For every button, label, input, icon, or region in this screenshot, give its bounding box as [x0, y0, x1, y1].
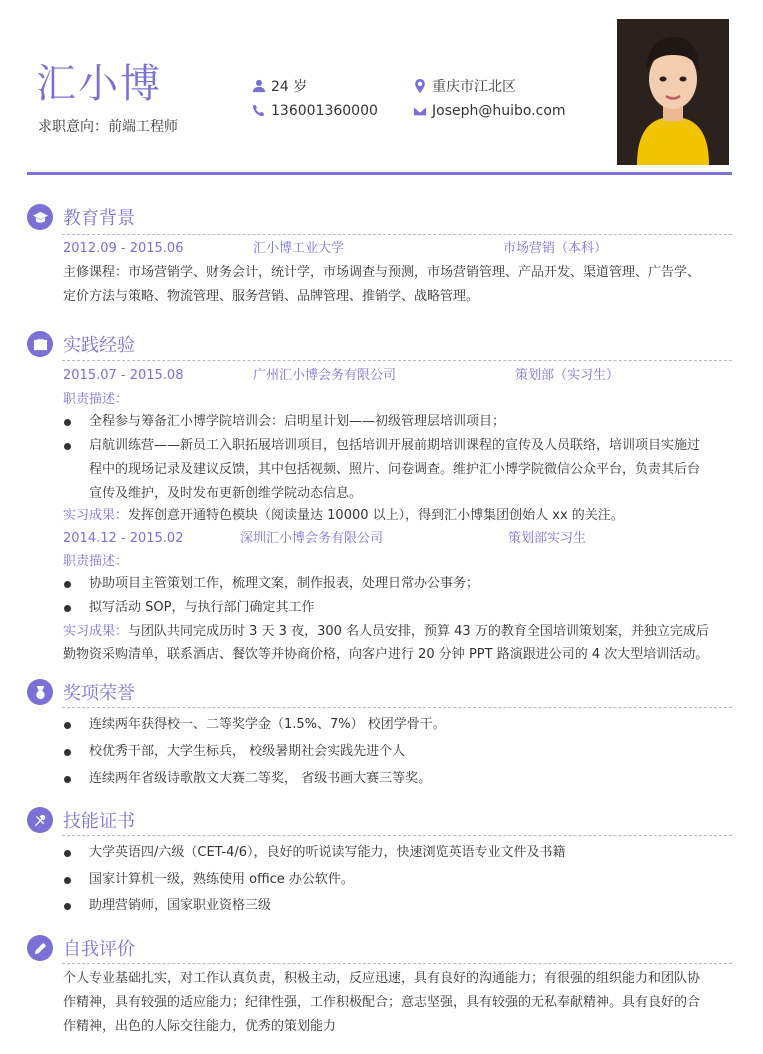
job-period: 2014.12 - 2015.02	[63, 531, 184, 546]
list-item-text: 宣传及维护，及时发布更新创维学院动态信息。	[89, 486, 363, 501]
list-item-text: 协助项目主管策划工作，梳理文案，制作报表，处理日常办公事务；	[89, 576, 480, 591]
section-divider	[62, 234, 732, 235]
phone-info	[252, 103, 378, 119]
practice-title: 实践经验	[63, 335, 135, 356]
self-eval-line: 作精神，出色的人际交往能力，优秀的策划能力	[63, 1019, 337, 1034]
list-item	[64, 713, 721, 737]
portrait-illustration	[617, 19, 729, 165]
job-company: 广州汇小博会务有限公司	[253, 368, 397, 383]
list-item-text: 拟写活动 SOP，与执行部门确定其工作	[89, 600, 315, 615]
job-period: 2015.07 - 2015.08	[63, 368, 184, 383]
education-major: 市场营销（本科）	[503, 241, 608, 256]
education-school: 汇小博工业大学	[253, 241, 345, 256]
section-divider	[62, 963, 732, 964]
envelope-icon	[413, 104, 427, 118]
list-item-text: 连续两年获得校一、二等奖学金（1.5%、7%） 校团学骨干。	[89, 717, 446, 732]
section-divider	[62, 835, 732, 836]
bullet-dot	[64, 877, 71, 884]
age-text: 24 岁	[271, 79, 308, 95]
bullet-dot	[64, 903, 71, 910]
result-line: 勤物资采购清单，联系酒店、餐饮等并协商价格，向客户进行 20 分钟 PPT 路演跟进公司的 4 次大型培训活动。	[63, 647, 709, 662]
section-divider	[62, 707, 732, 708]
graduation-cap-icon	[27, 204, 53, 230]
bullet-dot	[64, 749, 71, 756]
briefcase-icon	[27, 331, 53, 357]
age-info	[252, 76, 307, 96]
list-item	[64, 572, 721, 596]
list-item	[64, 894, 721, 918]
bullet-dot	[64, 419, 71, 426]
bullet-dot	[64, 850, 71, 857]
duty-label: 职责描述：	[63, 392, 129, 407]
self-eval-line: 作精神，具有较强的适应能力；纪律性强，工作积极配合；意志坚强，具有较强的无私奉献精神。具有良好的合	[63, 995, 701, 1010]
result-label: 实习成果：	[63, 508, 129, 523]
list-item	[64, 740, 721, 764]
education-section-header	[27, 204, 135, 230]
result-label: 实习成果：	[63, 624, 129, 639]
list-item-text: 连续两年省级诗歌散文大赛二等奖， 省级书画大赛三等奖。	[89, 771, 432, 786]
bullet-dot	[64, 443, 71, 450]
candidate-name: 汇小博	[36, 61, 162, 107]
list-item	[64, 841, 721, 865]
list-item	[64, 868, 721, 892]
list-item-text: 大学英语四/六级（CET-4/6），良好的听说读写能力，快速浏览英语专业文件及书籍	[89, 845, 566, 860]
list-item-text: 校优秀干部，大学生标兵， 校级暑期社会实践先进个人	[89, 744, 406, 759]
edit-pen-icon	[27, 935, 53, 961]
list-item-text: 国家计算机一级，熟练使用 office 办公软件。	[89, 872, 354, 887]
profile-photo	[617, 19, 729, 165]
person-icon	[252, 79, 266, 93]
email-info	[413, 103, 566, 119]
job-role: 策划部实习生	[508, 531, 587, 546]
phone-icon	[252, 104, 266, 118]
list-item	[64, 434, 721, 506]
education-courses-line: 主修课程：市场营销学、财务会计，统计学，市场调查与预测，市场营销管理、产品开发、渠道管理、广告学、	[63, 265, 701, 280]
education-title: 教育背景	[63, 208, 135, 229]
header-divider	[27, 172, 732, 175]
awards-title: 奖项荣誉	[63, 683, 135, 704]
result-text: 发挥创意开通特色模块（阅读量达 10000 以上），得到汇小博集团创始人 xx 的关注。	[128, 508, 624, 523]
list-item	[64, 596, 721, 620]
list-item-text: 全程参与筹备汇小博学院培训会：启明星计划——初级管理层培训项目；	[89, 414, 506, 429]
bullet-dot	[64, 722, 71, 729]
location-text: 重庆市江北区	[432, 79, 516, 95]
list-item	[64, 767, 721, 791]
bullet-dot	[64, 605, 71, 612]
bullet-dot	[64, 581, 71, 588]
bullet-dot	[64, 776, 71, 783]
tools-icon	[27, 807, 53, 833]
email-text: Joseph@huibo.com	[432, 103, 566, 119]
skills-section-header	[27, 807, 135, 833]
practice-section-header	[27, 331, 135, 357]
education-period: 2012.09 - 2015.06	[63, 241, 184, 256]
job-intent: 求职意向：前端工程师	[38, 119, 178, 135]
list-item-text: 程中的现场记录及建议反馈，其中包括视频、照片、问卷调查。维护汇小博学院微信公众平台，负责其后台	[89, 462, 701, 477]
list-item	[64, 410, 721, 434]
location-pin-icon	[413, 79, 427, 93]
location-info	[413, 76, 516, 96]
result-line	[63, 620, 723, 644]
section-divider	[62, 360, 732, 361]
education-courses-line: 定价方法与策略、物流管理、服务营销、品牌管理、推销学、战略管理。	[63, 289, 480, 304]
awards-section-header	[27, 679, 135, 705]
list-item-text: 助理营销师，国家职业资格三级	[89, 898, 272, 913]
skills-title: 技能证书	[63, 811, 135, 832]
job-role: 策划部（实习生）	[515, 368, 620, 383]
job-company: 深圳汇小博会务有限公司	[240, 531, 384, 546]
duty-label: 职责描述：	[63, 554, 129, 569]
self-title: 自我评价	[63, 939, 135, 960]
phone-text: 136001360000	[271, 103, 378, 119]
result-line	[63, 504, 723, 528]
medal-icon	[27, 679, 53, 705]
self-section-header	[27, 935, 135, 961]
self-eval-line: 个人专业基础扎实，对工作认真负责，积极主动，反应迅速，具有良好的沟通能力；有很强的组织能力和团队协	[63, 971, 701, 986]
list-item-text: 启航训练营——新员工入职拓展培训项目，包括培训开展前期培训课程的宣传及人员联络，培训项目实施过	[89, 438, 701, 453]
result-text: 与团队共同完成历时 3 天 3 夜，300 名人员安排，预算 43 万的教育全国培训策划案，并独立完成后	[128, 624, 709, 639]
